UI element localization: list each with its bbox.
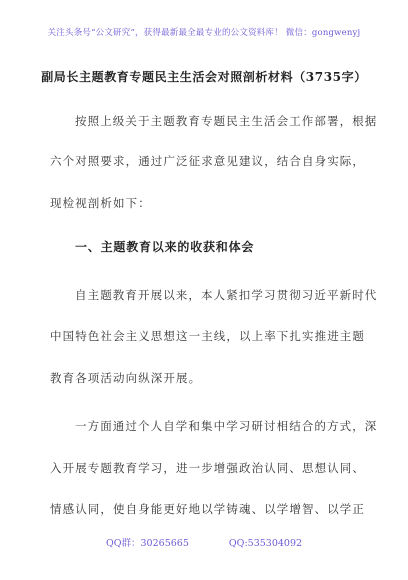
- header-banner: 关注头条号“公文研究”，获得最新最全最专业的公文资料库！ 微信：gongwenyj: [47, 28, 361, 38]
- para1-line-1: 自主题教育开展以来，本人紧扣学习贯彻习近平新时代: [75, 288, 378, 302]
- footer-contact: [0, 535, 408, 549]
- para2-line-3: 情感认同，使自身能更好地以学铸魂、以学增智、以学正: [50, 502, 365, 516]
- intro-line-1: 按照上级关于主题教育专题民主生活会工作部署，根据: [75, 114, 378, 128]
- section-heading: 一、主题教育以来的收获和体会: [75, 240, 255, 254]
- intro-line-2: 六个对照要求，通过广泛征求意见建议，结合自身实际，: [50, 154, 365, 168]
- para1-line-3: 教育各项活动向纵深开展。: [50, 371, 202, 385]
- para2-line-1: 一方面通过个人自学和集中学习研讨相结合的方式，深: [75, 419, 378, 433]
- para2-line-2: 入开展专题教育学习，进一步增强政治认同、思想认同、: [50, 461, 365, 475]
- footer-qq-group: QQ群：30265665: [105, 538, 189, 549]
- document-title: 副局长主题教育专题民主生活会对照剖析材料（3735字）: [41, 70, 367, 84]
- footer-qq-number: QQ:535304092: [228, 538, 303, 549]
- intro-line-3: 现检视剖析如下：: [50, 196, 151, 210]
- para1-line-2: 中国特色社会主义思想这一主线，以上率下扎实推进主题: [50, 329, 365, 343]
